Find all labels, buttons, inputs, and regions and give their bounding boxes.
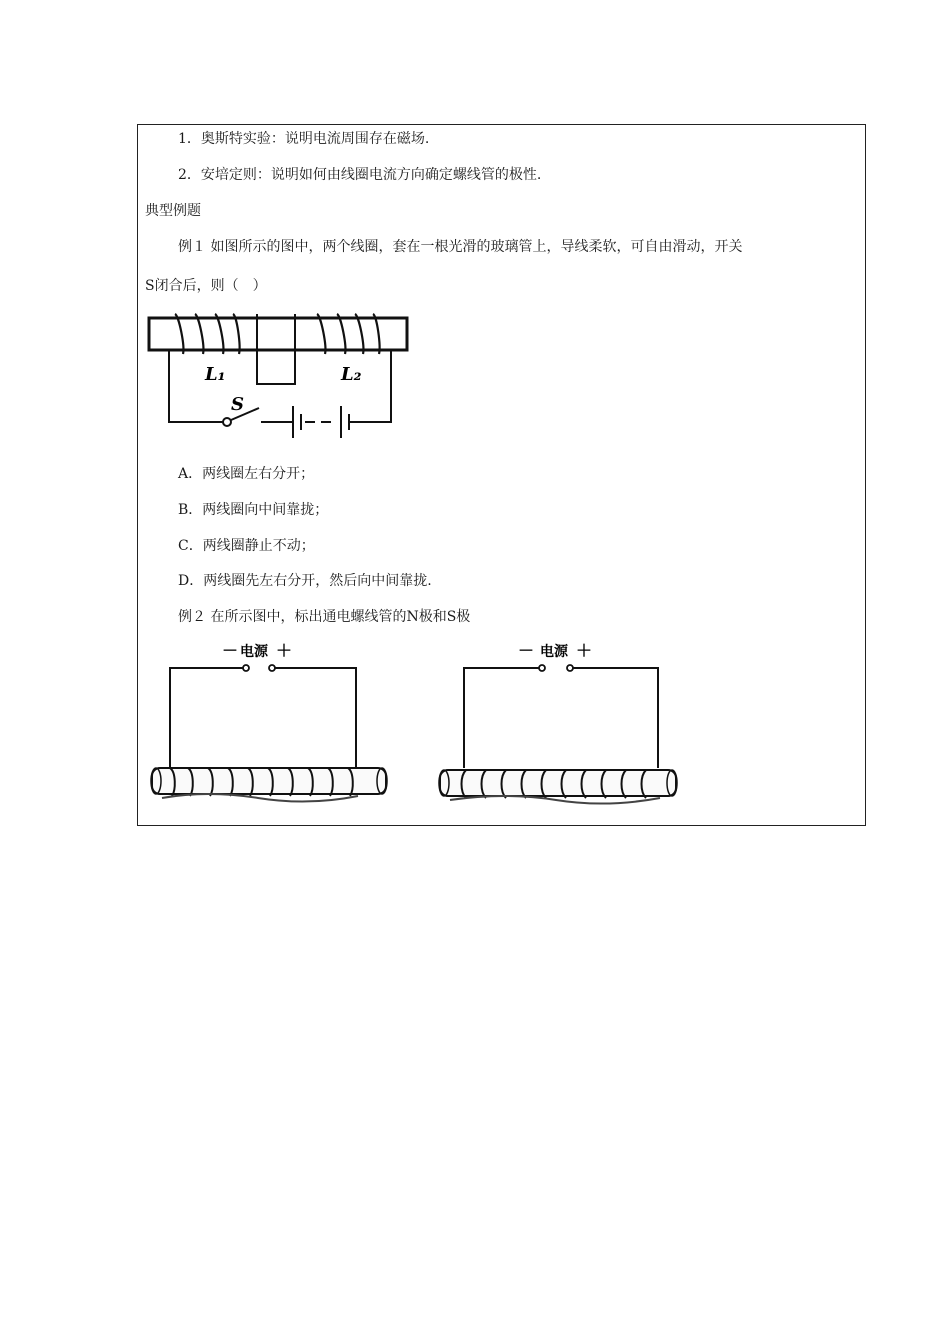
coil-l2 bbox=[317, 314, 380, 354]
switch-pivot bbox=[223, 418, 231, 426]
option-c: C．两线圈静止不动； bbox=[178, 538, 315, 554]
option-b: B．两线圈向中间靠拢； bbox=[178, 502, 329, 518]
example2-figure-a bbox=[148, 638, 393, 803]
coil-l1 bbox=[175, 314, 240, 354]
glass-tube bbox=[149, 318, 407, 350]
coil-l1-label: L₁ bbox=[205, 364, 226, 385]
example1-figure bbox=[145, 310, 410, 445]
section-title: 典型例题 bbox=[145, 203, 201, 219]
option-a: A．两线圈左右分开； bbox=[178, 466, 315, 482]
example1-stem-line1: 例１ 如图所示的图中，两个线圈，套在一根光滑的玻璃管上，导线柔软，可自由滑动，开关 bbox=[178, 239, 743, 255]
power-source-label: 电源 bbox=[240, 644, 268, 660]
switch-label: S bbox=[231, 394, 244, 415]
power-source-label: 电源 bbox=[540, 644, 568, 660]
example2-figure-b bbox=[436, 638, 681, 803]
battery bbox=[293, 406, 357, 438]
example1-stem-line2: S闭合后，则（ ） bbox=[145, 278, 267, 294]
item-ampere-rule: 2．安培定则：说明如何由线圈电流方向确定螺线管的极性. bbox=[178, 167, 542, 183]
plus-terminal-label: ＋ bbox=[276, 641, 293, 660]
coil-l2-label: L₂ bbox=[341, 364, 362, 385]
minus-terminal-label: － bbox=[222, 641, 239, 660]
example2-stem: 例２ 在所示图中，标出通电螺线管的N极和S极 bbox=[178, 609, 471, 625]
option-d: D．两线圈先左右分开，然后向中间靠拢. bbox=[178, 573, 432, 589]
plus-terminal-label: ＋ bbox=[576, 641, 593, 660]
item-oersted: 1．奥斯特实验：说明电流周围存在磁场. bbox=[178, 131, 430, 147]
minus-terminal-label: － bbox=[518, 641, 535, 660]
